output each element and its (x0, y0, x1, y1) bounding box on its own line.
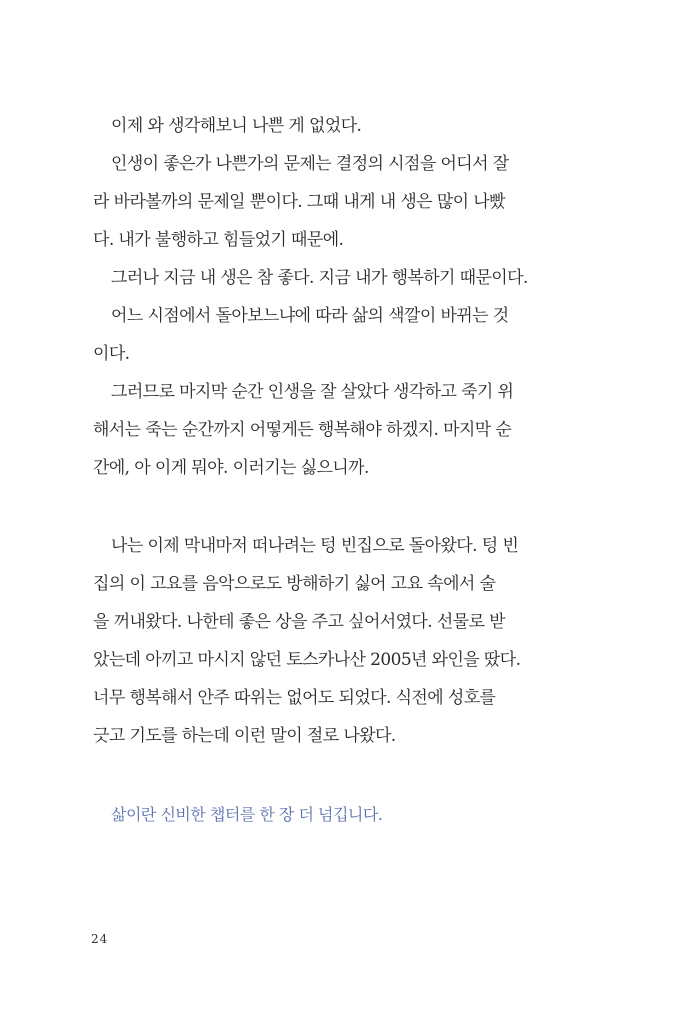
paragraph-6-line-2: 집의 이 고요를 음악으로도 방해하기 싫어 고요 속에서 술 (93, 574, 496, 594)
paragraph-5-line-2: 해서는 죽는 순간까지 어떻게든 행복해야 하겠지. 마지막 순 (93, 420, 512, 440)
paragraph-5-line-1: 그러므로 마지막 순간 인생을 잘 살았다 생각하고 죽기 위 (111, 382, 514, 402)
paragraph-6-line-3: 을 꺼내왔다. 나한테 좋은 상을 주고 싶어서였다. 선물로 받 (93, 612, 505, 632)
paragraph-6-line-4: 았는데 아끼고 마시지 않던 토스카나산 2005년 와인을 땄다. (93, 650, 521, 670)
paragraph-6-line-6: 긋고 기도를 하는데 이런 말이 절로 나왔다. (93, 726, 396, 746)
paragraph-1-line-1: 이제 와 생각해보니 나쁜 게 없었다. (111, 116, 362, 136)
paragraph-5-line-3: 간에, 아 이게 뭐야. 이러기는 싫으니까. (93, 458, 369, 478)
paragraph-4-line-2: 이다. (93, 344, 130, 364)
page-number: 24 (91, 932, 109, 946)
paragraph-4-line-1: 어느 시점에서 돌아보느냐에 따라 삶의 색깔이 바뀌는 것 (111, 306, 509, 326)
highlighted-quote: 삶이란 신비한 챕터를 한 장 더 넘깁니다. (111, 805, 383, 824)
paragraph-3-line-1: 그러나 지금 내 생은 참 좋다. 지금 내가 행복하기 때문이다. (111, 268, 528, 288)
paragraph-2-line-2: 라 바라볼까의 문제일 뿐이다. 그때 내게 내 생은 많이 나빴 (93, 192, 505, 212)
paragraph-6-line-1: 나는 이제 막내마저 떠나려는 텅 빈집으로 돌아왔다. 텅 빈 (111, 536, 519, 556)
paragraph-2-line-3: 다. 내가 불행하고 힘들었기 때문에. (93, 230, 344, 250)
paragraph-6-line-5: 너무 행복해서 안주 따위는 없어도 되었다. 식전에 성호를 (93, 688, 496, 708)
paragraph-2-line-1: 인생이 좋은가 나쁜가의 문제는 결정의 시점을 어디서 잘 (111, 154, 509, 174)
